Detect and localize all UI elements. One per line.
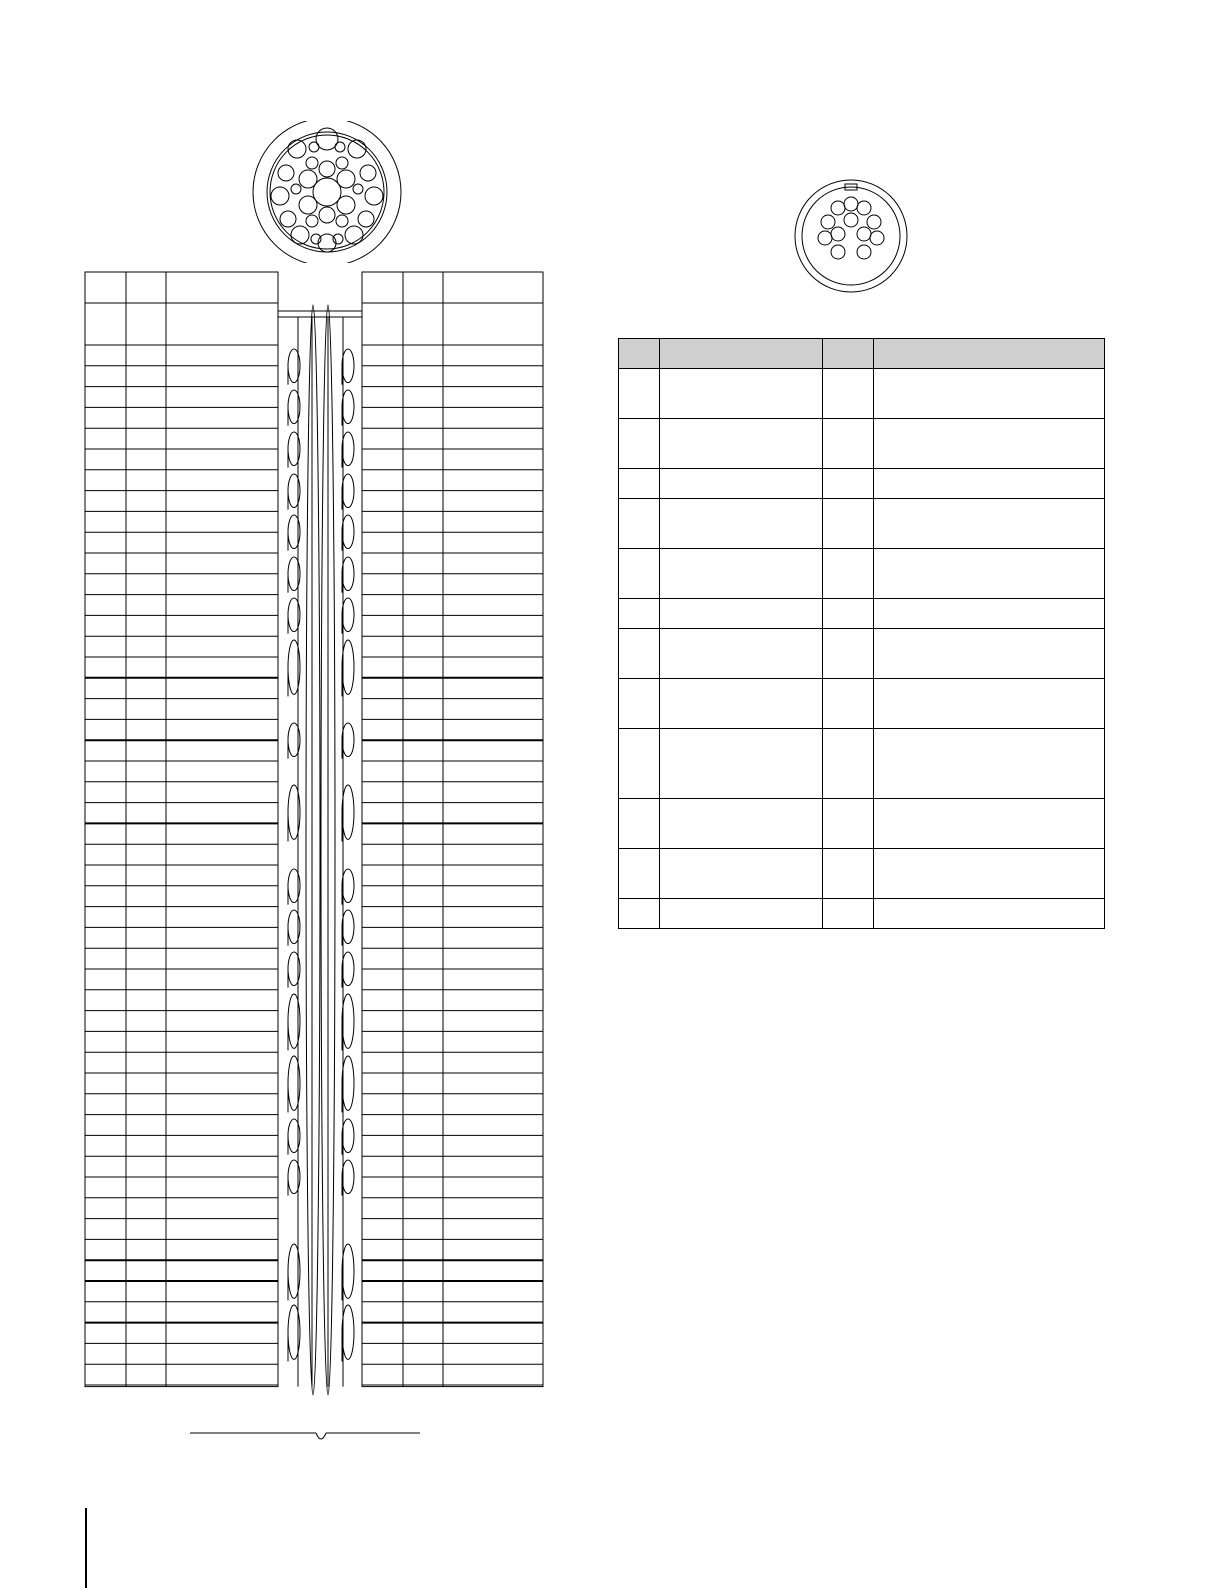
table-cell	[660, 679, 823, 729]
connector-pin	[818, 231, 832, 245]
connector-pin-table	[618, 338, 1105, 929]
connector-pin	[831, 227, 845, 241]
table-cell	[823, 629, 874, 679]
table-row	[619, 469, 1105, 499]
table-cell	[874, 369, 1105, 419]
ground-lead-join	[316, 1433, 326, 1439]
table-cell	[619, 729, 660, 799]
connector-pin	[365, 187, 383, 205]
connector-pin	[306, 157, 318, 169]
twisted-pair-loop	[342, 1244, 354, 1298]
connector-pin	[358, 211, 374, 227]
table-cell	[823, 599, 874, 629]
connector-pin	[319, 207, 335, 223]
connector-pin	[867, 215, 881, 229]
table-cell	[660, 469, 823, 499]
left-table-body	[85, 303, 278, 1387]
table-row	[619, 419, 1105, 469]
twisted-pair-loop	[342, 474, 354, 508]
table-cell	[823, 729, 874, 799]
table-row	[619, 549, 1105, 599]
table-cell	[619, 799, 660, 849]
connector-pin	[278, 165, 294, 181]
table-cell	[619, 629, 660, 679]
table-cell	[660, 599, 823, 629]
table-cell	[823, 339, 874, 369]
page-margin-rule	[85, 1508, 87, 1588]
connector-pin	[336, 215, 348, 227]
table-cell	[619, 549, 660, 599]
twisted-pair-loop	[342, 640, 354, 694]
cable-wiring-diagram	[80, 270, 560, 1450]
table-cell	[874, 599, 1105, 629]
connector-pin	[348, 140, 366, 158]
table-row	[619, 599, 1105, 629]
table-cell	[619, 369, 660, 419]
connector-pin	[345, 226, 363, 244]
table-cell	[660, 849, 823, 899]
connector-pin	[271, 187, 289, 205]
table-cell	[874, 339, 1105, 369]
twisted-pair-loop	[342, 1119, 354, 1153]
connector-pin	[831, 201, 845, 215]
connector-pin	[337, 196, 355, 214]
table-row	[619, 729, 1105, 799]
connector-pin	[280, 211, 296, 227]
twisted-pair-loop	[342, 557, 354, 591]
twisted-pair-loop	[342, 723, 354, 757]
table-row	[619, 499, 1105, 549]
connector-pin	[291, 184, 301, 194]
connector-pin	[336, 157, 348, 169]
connector-pin	[299, 170, 317, 188]
table-cell	[660, 729, 823, 799]
connector-pin	[844, 197, 858, 211]
table-header-row	[619, 339, 1105, 369]
connector-pin	[870, 231, 884, 245]
twisted-pair-loop	[342, 1160, 354, 1194]
twisted-pair-loop	[342, 390, 354, 424]
connector-pin	[821, 215, 835, 229]
connector-outer-ring	[253, 121, 401, 263]
table-cell	[874, 469, 1105, 499]
table-row	[619, 369, 1105, 419]
table-cell	[823, 799, 874, 849]
twisted-pair-loop	[342, 952, 354, 986]
connector-pin	[335, 142, 345, 152]
table-cell	[823, 899, 874, 929]
connector-pin	[360, 165, 376, 181]
twisted-pair-loop	[342, 432, 354, 466]
table-cell	[874, 849, 1105, 899]
connector-pin	[299, 196, 317, 214]
table-cell	[823, 419, 874, 469]
table-row	[619, 799, 1105, 849]
connector-pin	[857, 227, 871, 241]
table-cell	[823, 549, 874, 599]
table-cell	[660, 899, 823, 929]
table-row	[619, 849, 1105, 899]
table-cell	[619, 499, 660, 549]
small-connector-icon	[792, 178, 910, 294]
connector-pin	[337, 170, 355, 188]
table-cell	[874, 729, 1105, 799]
table-row	[619, 679, 1105, 729]
twisted-pair-loop	[342, 598, 354, 632]
table-cell	[660, 369, 823, 419]
table-cell	[823, 849, 874, 899]
connector-pin	[844, 213, 858, 227]
table-cell	[619, 899, 660, 929]
twisted-pair-loop	[342, 869, 354, 903]
table-cell	[874, 549, 1105, 599]
connector-face	[270, 135, 384, 249]
table-cell	[660, 629, 823, 679]
table-cell	[823, 499, 874, 549]
table-cell	[619, 339, 660, 369]
table-cell	[660, 339, 823, 369]
table-cell	[619, 419, 660, 469]
table-cell	[619, 469, 660, 499]
table-cell	[619, 599, 660, 629]
twisted-pair-loop	[342, 1305, 354, 1359]
connector-pin	[831, 245, 845, 259]
table-cell	[619, 679, 660, 729]
connector-pin	[309, 142, 319, 152]
twisted-pair-loop	[342, 785, 354, 839]
left-header-row	[85, 272, 278, 303]
connector-pin	[353, 184, 363, 194]
table-cell	[660, 549, 823, 599]
connector-pin	[291, 226, 309, 244]
table-cell	[823, 469, 874, 499]
table-row	[619, 629, 1105, 679]
twisted-pair-loop	[342, 1056, 354, 1110]
table-cell	[874, 499, 1105, 549]
twisted-pair-loop	[342, 910, 354, 944]
connector-pin	[313, 178, 341, 206]
table-cell	[823, 679, 874, 729]
right-table-body	[362, 303, 543, 1387]
cable-shield-loop	[306, 305, 320, 1395]
table-cell	[619, 849, 660, 899]
large-connector-icon	[250, 121, 404, 263]
table-cell	[874, 629, 1105, 679]
table-cell	[660, 799, 823, 849]
table-cell	[823, 369, 874, 419]
table-cell	[660, 419, 823, 469]
connector-pin	[319, 161, 335, 177]
connector-inner-ring	[802, 187, 900, 285]
table-cell	[874, 799, 1105, 849]
twisted-pair-loop	[342, 515, 354, 549]
table-cell	[874, 679, 1105, 729]
connector-pin	[857, 245, 871, 259]
connector-pin	[306, 215, 318, 227]
table-cell	[660, 499, 823, 549]
table-row	[619, 899, 1105, 929]
twisted-pair-loop	[342, 349, 354, 383]
right-header-row	[362, 272, 543, 303]
table-cell	[874, 419, 1105, 469]
connector-pin	[857, 201, 871, 215]
twisted-pair-loop	[342, 994, 354, 1048]
connector-pin	[288, 140, 306, 158]
table-cell	[874, 899, 1105, 929]
